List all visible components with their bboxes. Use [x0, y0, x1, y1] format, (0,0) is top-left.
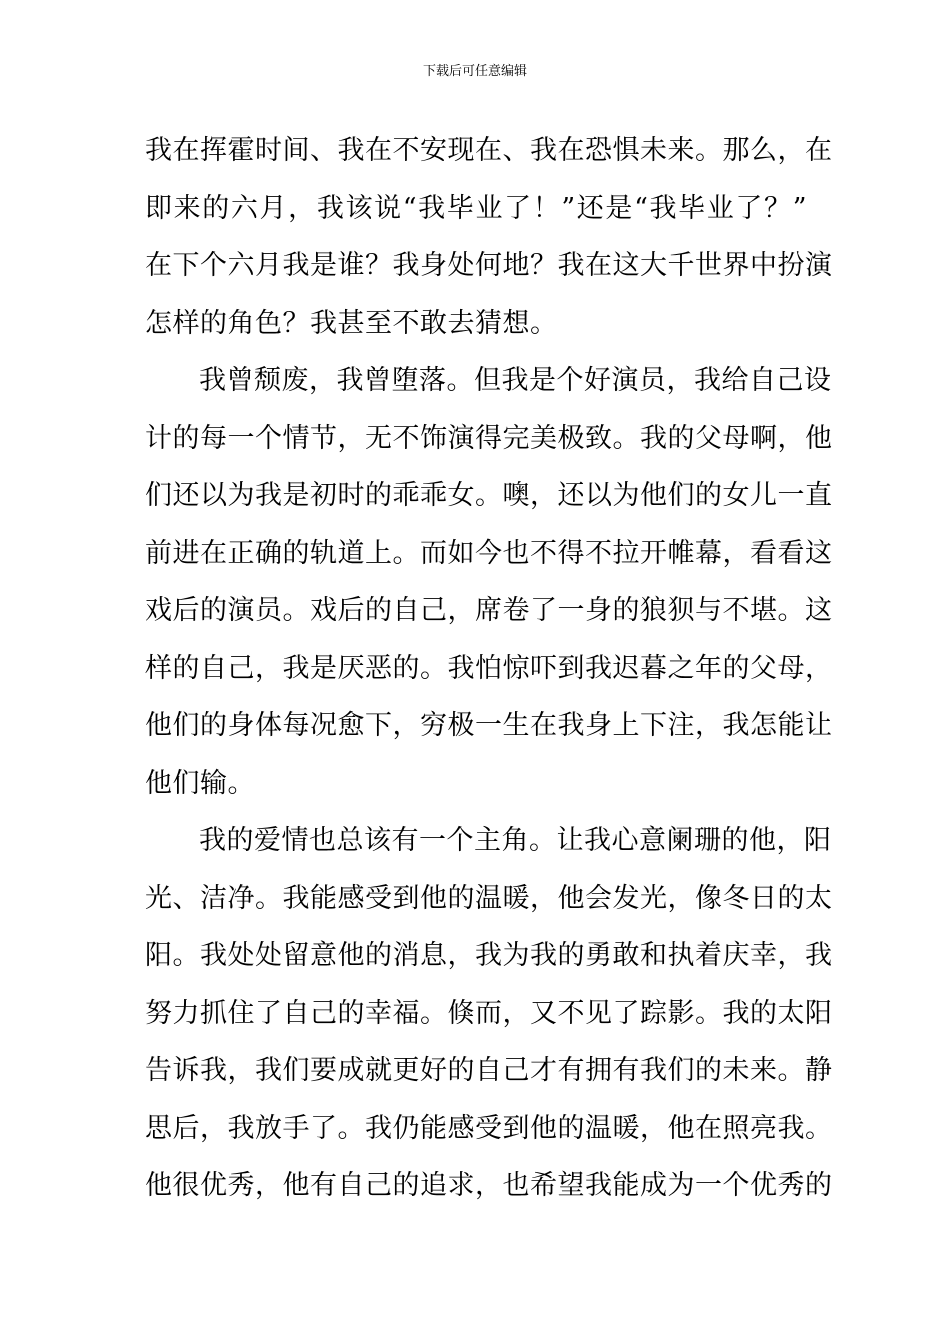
text-line: 光、洁净。我能感受到他的温暖，他会发光，像冬日的太 — [145, 882, 833, 914]
text-line: 他很优秀，他有自己的追求，也希望我能成为一个优秀的 — [145, 1170, 833, 1201]
text-line: 我在挥霍时间、我在不安现在、我在恐惧未来。那么，在 — [145, 135, 833, 166]
text-line: 在下个六月我是谁？我身处何地？我在这大千世界中扮演 — [145, 250, 833, 281]
text-line: 思后，我放手了。我仍能感受到他的温暖，他在照亮我。 — [145, 1112, 833, 1144]
text-line: 努力抓住了自己的幸福。倏而，又不见了踪影。我的太阳 — [145, 997, 833, 1029]
text-line: 们还以为我是初时的乖乖女。噢，还以为他们的女儿一直 — [145, 480, 833, 511]
text-line: 即来的六月，我该说“我毕业了！”还是“我毕业了？” — [145, 192, 807, 224]
text-line: 计的每一个情节，无不饰演得完美极致。我的父母啊，他 — [145, 422, 833, 454]
text-line: 他们的身体每况愈下，穷极一生在我身上下注，我怎能让 — [145, 710, 833, 741]
text-line: 我的爱情也总该有一个主角。让我心意阑珊的他，阳 — [199, 825, 832, 856]
text-line: 阳。我处处留意他的消息，我为我的勇敢和执着庆幸，我 — [145, 940, 833, 971]
text-line: 戏后的演员。戏后的自己，席卷了一身的狼狈与不堪。这 — [145, 595, 833, 626]
body-text — [145, 122, 833, 1215]
page-header: 下载后可任意编辑 — [422, 64, 527, 79]
text-line: 他们输。 — [145, 767, 255, 799]
text-line: 前进在正确的轨道上。而如今也不得不拉开帷幕，看看这 — [145, 537, 833, 569]
text-line: 样的自己，我是厌恶的。我怕惊吓到我迟暮之年的父母， — [145, 652, 833, 684]
text-line: 怎样的角色？我甚至不敢去猜想。 — [145, 307, 558, 339]
text-line: 告诉我，我们要成就更好的自己才有拥有我们的未来。静 — [145, 1055, 833, 1086]
text-line: 我曾颓废，我曾堕落。但我是个好演员，我给自己设 — [199, 365, 832, 396]
